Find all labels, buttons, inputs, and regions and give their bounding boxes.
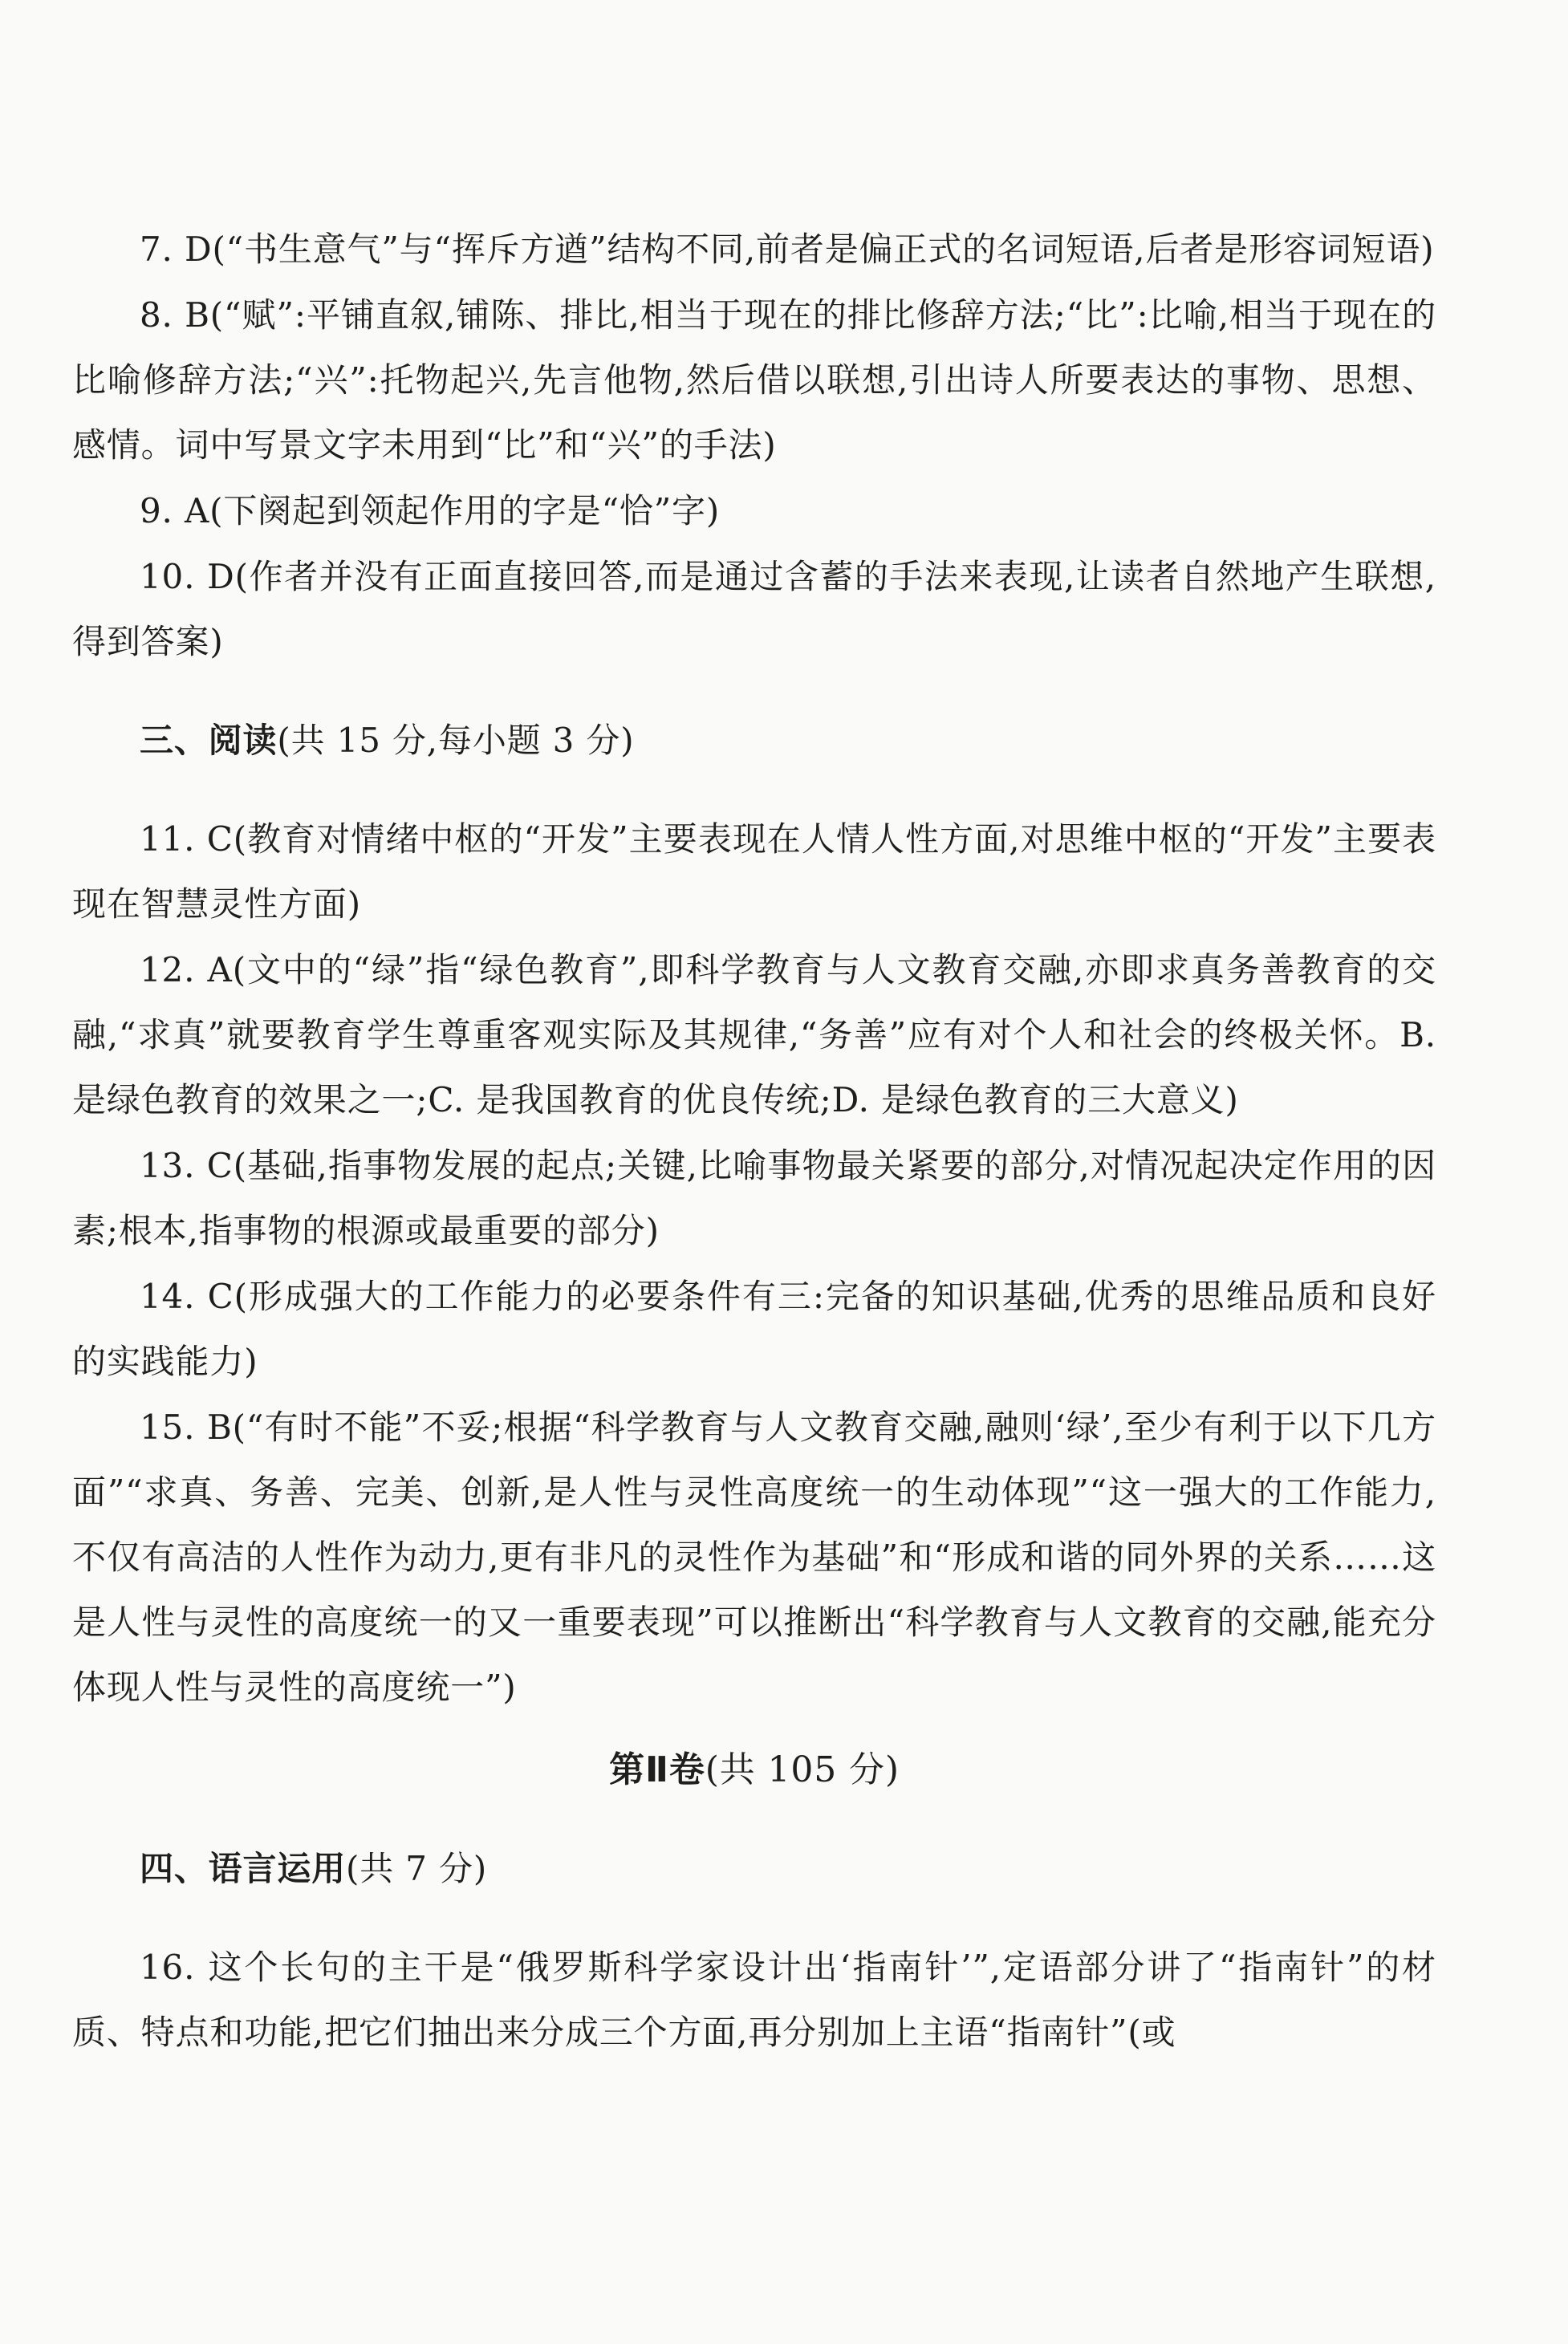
answer-12: 12. A(文中的“绿”指“绿色教育”,即科学教育与人文教育交融,亦即求真务善教育的交融,“求真”就要教育学生尊重客观实际及其规律,“务善”应有对个人和社会的终极关怀。B. 是绿色教育的效果之一;C. 是我国教育的优良传统;D. 是绿色教育的三大意义) bbox=[72, 950, 1436, 1119]
answer-10: 10. D(作者并没有正面直接回答,而是通过含蓄的手法来表现,让读者自然地产生联想,得到答案) bbox=[72, 557, 1436, 661]
answer-7: 7. D(“书生意气”与“挥斥方遒”结构不同,前者是偏正式的名词短语,后者是形容词短语) bbox=[140, 230, 1435, 269]
answer-14: 14. C(形成强大的工作能力的必要条件有三:完备的知识基础,优秀的思维品质和良好的实践能力) bbox=[72, 1277, 1436, 1381]
section-title: 四、语言运用 bbox=[140, 1849, 347, 1888]
part-2-title bbox=[72, 1737, 1436, 1802]
answer-page bbox=[72, 217, 1436, 2066]
part-title-text: 第Ⅱ卷 bbox=[609, 1749, 705, 1790]
section-score-note: (共 15 分,每小题 3 分) bbox=[277, 721, 635, 760]
section-3-heading bbox=[72, 708, 1436, 773]
answer-13: 13. C(基础,指事物发展的起点;关键,比喻事物最关紧要的部分,对情况起决定作用的因素;根本,指事物的根源或最重要的部分) bbox=[72, 1146, 1436, 1250]
section-4-heading bbox=[72, 1836, 1436, 1901]
answer-8: 8. B(“赋”:平铺直叙,铺陈、排比,相当于现在的排比修辞方法;“比”:比喻,相当于现在的比喻修辞方法;“兴”:托物起兴,先言他物,然后借以联想,引出诗人所要表达的事物、思想、感情。词中写景文字未用到“比”和“兴”的手法) bbox=[72, 295, 1436, 465]
answer-9: 9. A(下阕起到领起作用的字是“恰”字) bbox=[140, 491, 721, 530]
answer-15: 15. B(“有时不能”不妥;根据“科学教育与人文教育交融,融则‘绿’,至少有利于以下几方面”“求真、务善、完美、创新,是人性与灵性高度统一的生动体现”“这一强大的工作能力,不仅有高洁的人性作为动力,更有非凡的灵性作为基础”和“形成和谐的同外界的关系……这是人性与灵性的高度统一的又一重要表现”可以推断出“科学教育与人文教育的交融,能充分体现人性与灵性的高度统一”) bbox=[72, 1408, 1436, 1707]
section-score-note: (共 7 分) bbox=[346, 1849, 488, 1888]
answer-11: 11. C(教育对情绪中枢的“开发”主要表现在人情人性方面,对思维中枢的“开发”主要表现在智慧灵性方面) bbox=[72, 819, 1436, 924]
answer-16: 16. 这个长句的主干是“俄罗斯科学家设计出‘指南针’”,定语部分讲了“指南针”的材质、特点和功能,把它们抽出来分成三个方面,再分别加上主语“指南针”(或 bbox=[72, 1948, 1436, 2052]
part-score-note: (共 105 分) bbox=[705, 1749, 900, 1790]
section-title: 三、阅读 bbox=[140, 721, 278, 760]
